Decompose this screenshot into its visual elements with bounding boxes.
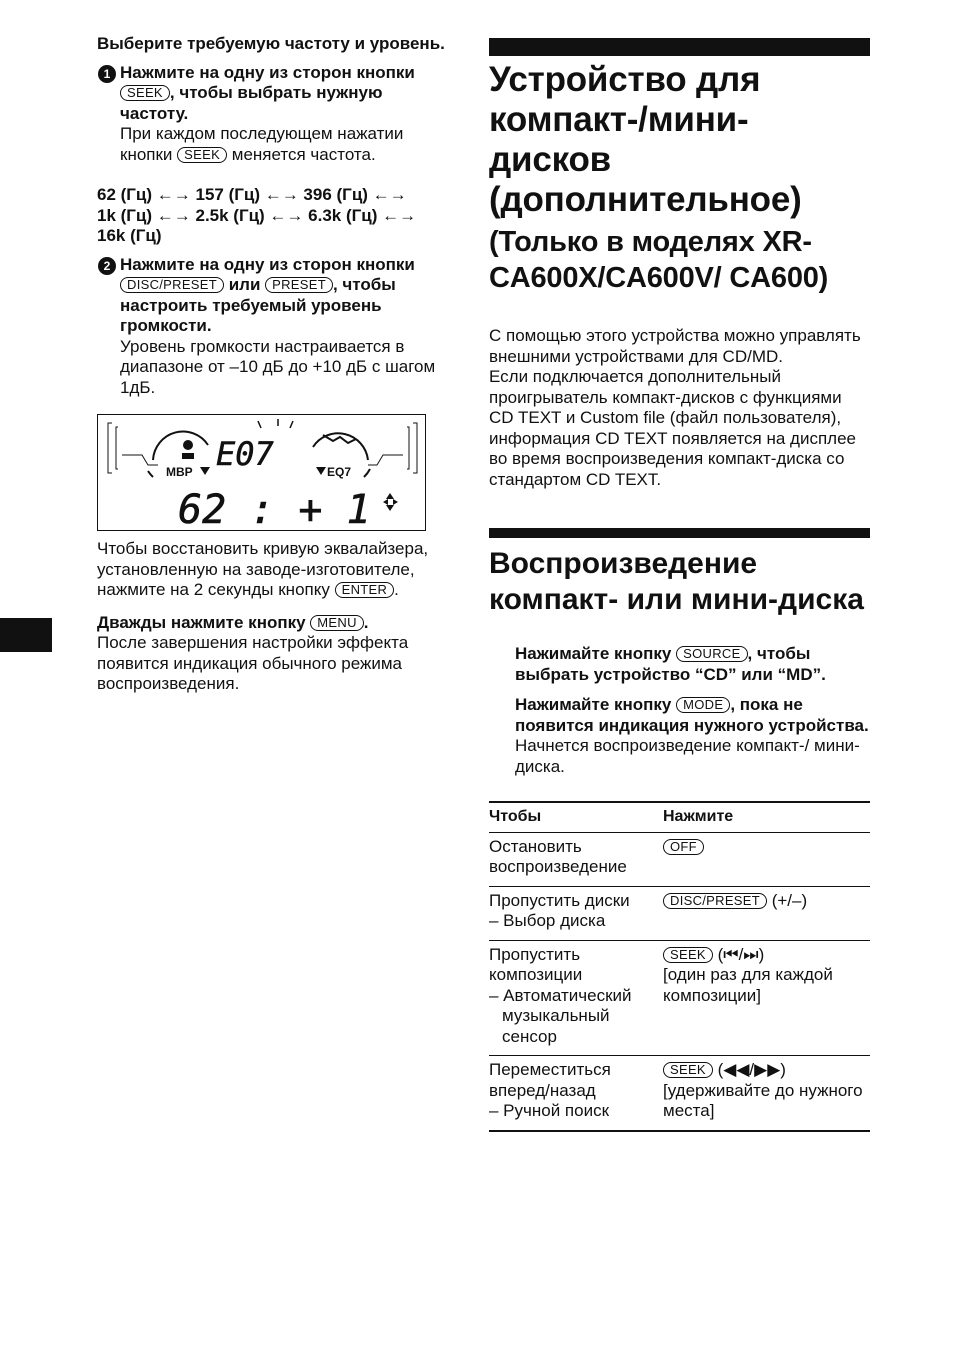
- source-button-label: SOURCE: [676, 646, 747, 662]
- playback-section-title: Воспроизведение компакт- или мини-диска: [489, 547, 864, 616]
- eq-preset-readout: E07: [216, 435, 274, 473]
- step-2-description: Уровень громкости настраивается в диапазоне от –10 дБ до +10 дБ с шагом 1дБ.: [120, 336, 436, 397]
- direction-arrows-icon: [383, 493, 398, 511]
- disc-preset-button-label-2: DISC/PRESET: [663, 893, 767, 909]
- step-number-2: 2: [98, 257, 116, 275]
- cd-md-intro: С помощью этого устройства можно управлять внешними устройствами для CD/MD.: [489, 326, 861, 366]
- step-1-description: При каждом последующем нажатии кнопки SEEK меняется частота.: [120, 124, 404, 164]
- eq-label: EQ7: [327, 465, 352, 479]
- cd-md-unit-title: Устройство для компакт-/мини-дисков (дополнительное): [489, 60, 802, 219]
- table-row: Пропустить композиции – Автоматический музыкальный сенсор SEEK (⏮/⏭) [один раз для каждой композиции]: [489, 940, 870, 1056]
- table-row: Переместиться вперед/назад – Ручной поиск SEEK (◀◀/▶▶) [удерживайте до нужного места]: [489, 1056, 870, 1131]
- table-header-action: Чтобы: [489, 802, 663, 832]
- cd-text-note: Если подключается дополнительный проигрыватель компакт-дисков с функциями CD TEXT и Custom file (файл пользователя), информация CD TEXT появляется на дисплее во время воспроизведения компакт-диска со стандартом CD TEXT.: [489, 367, 856, 489]
- playback-start-text: Начнется воспроизведение компакт-/ мини-диска.: [515, 736, 860, 776]
- section-rule-1: [489, 38, 870, 56]
- preset-button-label: PRESET: [265, 277, 333, 293]
- seek-button-label-4: SEEK: [663, 1062, 713, 1078]
- playback-step-1: Нажимайте кнопку SOURCE , чтобы выбрать устройство “CD” или “MD”.: [515, 644, 826, 684]
- menu-button-label: MENU: [310, 615, 363, 631]
- step-2-instruction: Нажмите на одну из сторон кнопки DISC/PRESET или PRESET , чтобы настроить требуемый уровень громкости.: [120, 254, 415, 335]
- restore-instruction: Чтобы восстановить кривую эквалайзера, установленную на заводе-изготовителе, нажмите на 2 секунды кнопку ENTER .: [97, 539, 429, 599]
- step-number-1: 1: [98, 65, 116, 83]
- press-menu-twice: Дважды нажмите кнопку MENU .: [97, 612, 369, 632]
- table-row: Остановить воспроизведение OFF: [489, 832, 870, 886]
- enter-button-label: ENTER: [335, 582, 395, 598]
- triangle-down-icon-2: [316, 467, 326, 475]
- right-column: [489, 38, 870, 1132]
- lcd-display-illustration: [97, 414, 426, 531]
- mbp-dot-icon: [183, 440, 193, 450]
- playback-step-2: Нажимайте кнопку MODE , пока не появится индикация нужного устройства. Начнется воспроизведение компакт-/ мини-диска.: [515, 695, 869, 776]
- triangle-down-icon: [200, 467, 210, 475]
- step-2: [97, 255, 449, 399]
- menu-result-text: После завершения настройки эффекта появится индикация обычного режима воспроизведения.: [97, 633, 409, 693]
- models-subtitle: (Только в моделях XR-CA600X/CA600V/ CA600): [489, 226, 829, 294]
- table-row: Пропустить диски – Выбор диска DISC/PRESET (+/–): [489, 886, 870, 940]
- off-button-label: OFF: [663, 839, 704, 855]
- disc-preset-button-label: DISC/PRESET: [120, 277, 224, 293]
- seek-button-label: SEEK: [120, 85, 170, 101]
- section-rule-2: [489, 528, 870, 538]
- eq-intro: Выберите требуемую частоту и уровень.: [97, 34, 445, 53]
- frequency-sequence: 62 (Гц) ←→ 157 (Гц) ←→ 396 (Гц) ←→ 1k (Гц) ←→ 2.5k (Гц) ←→ 6.3k (Гц) ←→ 16k (Гц): [97, 185, 417, 245]
- mbp-label: MBP: [166, 465, 193, 479]
- table-header-row: [489, 802, 870, 832]
- step-1-instruction: Нажмите на одну из сторон кнопки SEEK , чтобы выбрать нужную частоту.: [120, 62, 415, 123]
- step-1: [97, 63, 449, 166]
- playback-controls-table: [489, 801, 870, 1132]
- left-column: [97, 34, 449, 695]
- page-edge-tab: [0, 618, 52, 652]
- mode-button-label: MODE: [676, 697, 730, 713]
- seek-button-label-2: SEEK: [177, 147, 227, 163]
- lcd-display-graphic: [98, 415, 427, 532]
- table-header-press: Нажмите: [663, 802, 870, 832]
- frequency-level-readout: 62 : + 1: [178, 487, 371, 532]
- seek-button-label-3: SEEK: [663, 947, 713, 963]
